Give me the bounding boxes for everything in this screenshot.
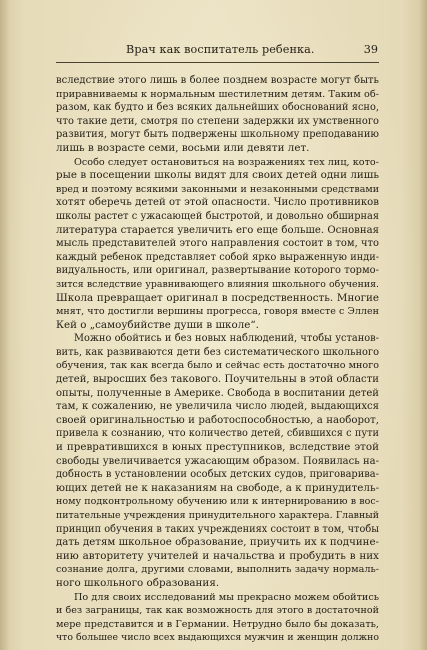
body-text — [56, 74, 379, 645]
text-line: и без заграницы, так как возможность для этого в достаточной — [56, 605, 379, 617]
text-line: вред и поэтому всякими законными и незаконными средствами — [56, 183, 379, 195]
paragraph-start-line: Особо следует остановиться на возражениях тех лиц, кото- — [74, 156, 379, 168]
text-line: вить, как развиваются дети без систематического школьного — [56, 346, 379, 358]
text-line: приравниваемы к нормальным шестилетним детям. Таким об- — [56, 88, 379, 100]
text-line: лишь в возрасте семи, восьми или девяти лет. — [56, 141, 310, 154]
paragraph-start-line: По для своих исследований мы прекрасно можем обойтись — [74, 591, 379, 603]
text-line: ному подконтрольному обучению или к интернированию в вос- — [56, 496, 379, 508]
text-line: обучения, так как всегда было и сейчас есть достаточно много — [56, 360, 379, 372]
text-line: видуальность, или оригинал, развертывание которого тормо- — [56, 265, 379, 277]
paragraph-start-line: Можно обойтись и без новых наблюдений, чтобы установ- — [74, 333, 379, 345]
text-line: своей оригинальностью и работоспособностью, а наоборот, — [56, 414, 379, 426]
text-line: хотят оберечь детей от этой опасности. Число противников — [56, 197, 379, 209]
text-line: зится вследствие уравнивающего влияния школьного обучения. — [56, 278, 379, 290]
text-line: литература старается увеличить его еще больше. Основная — [56, 224, 379, 236]
text-line: ющих детей не к наказаниям на свободе, а к принудитель- — [56, 481, 380, 494]
page-header — [56, 43, 378, 59]
text-line: мнят, что достигли вершины прогресса, говоря вместе с Эллен — [56, 306, 379, 318]
text-line: что большее число всех выдающихся мужчин и женщин должно — [56, 632, 379, 644]
text-line: вследствие этого лишь в более позднем возрасте могут быть — [56, 75, 379, 86]
text-line: там, к сожалению, не увеличила число людей, выдающихся — [56, 401, 379, 413]
text-line: каждый ребенок представляет собой ярко выраженную инди- — [56, 251, 379, 263]
header-rule — [56, 62, 379, 63]
text-line: что такие дети, смотря по степени задержки их умственного — [56, 115, 379, 127]
running-title: Врач как воспитатель ребенка. — [126, 43, 315, 56]
text-line: разом, как будто и без всяких дальнейших обоснований ясно, — [56, 102, 379, 114]
text-line: принцип обучения в таких учреждениях состоит в том, чтобы — [56, 523, 379, 535]
text-line: и превратившихся в юных преступников, вследствие этой — [56, 441, 379, 454]
text-line: Кей о „самоубийстве души в школе“. — [56, 318, 259, 331]
text-line: рые в посещении школы видят для своих детей одни лишь — [56, 169, 379, 182]
text-line: сознание долга, другими словами, выполнить задачу нормаль- — [56, 564, 379, 576]
page-number: 39 — [363, 43, 378, 56]
text-line: свободы увеличивается ужасающим образом. Появилась на- — [56, 455, 379, 467]
text-line: опыты, полученные в Америке. Свобода в воспитании детей — [56, 387, 379, 399]
text-line: школы растет с ужасающей быстротой, и довольно обширная — [56, 210, 379, 222]
text-line: Школа превращает оригинал в посредственность. Многие — [56, 291, 379, 304]
text-line: мысль представителей этого направления состоит в том, что — [56, 238, 379, 250]
text-line: детей, выросших без такового. Поучительны в этой области — [56, 374, 379, 386]
text-line: привела к сознанию, что количество детей, сбившихся с пути — [56, 428, 379, 440]
text-line: дать детям школьное образование, приучить их к подчине- — [56, 537, 379, 549]
text-line: нию авторитету учителей и начальства и пробудить в них — [56, 549, 379, 562]
text-line: добность в установлении особых детских судов, приговарива- — [56, 469, 379, 481]
text-line: ного школьного образования. — [56, 576, 220, 589]
text-line: мере представится и в Германии. Нетрудно было бы доказать, — [56, 618, 379, 630]
text-line: развития, могут быть подвержены школьному преподаванию — [56, 129, 379, 141]
text-line: питательные учреждения принудительного характера. Главный — [56, 510, 379, 521]
